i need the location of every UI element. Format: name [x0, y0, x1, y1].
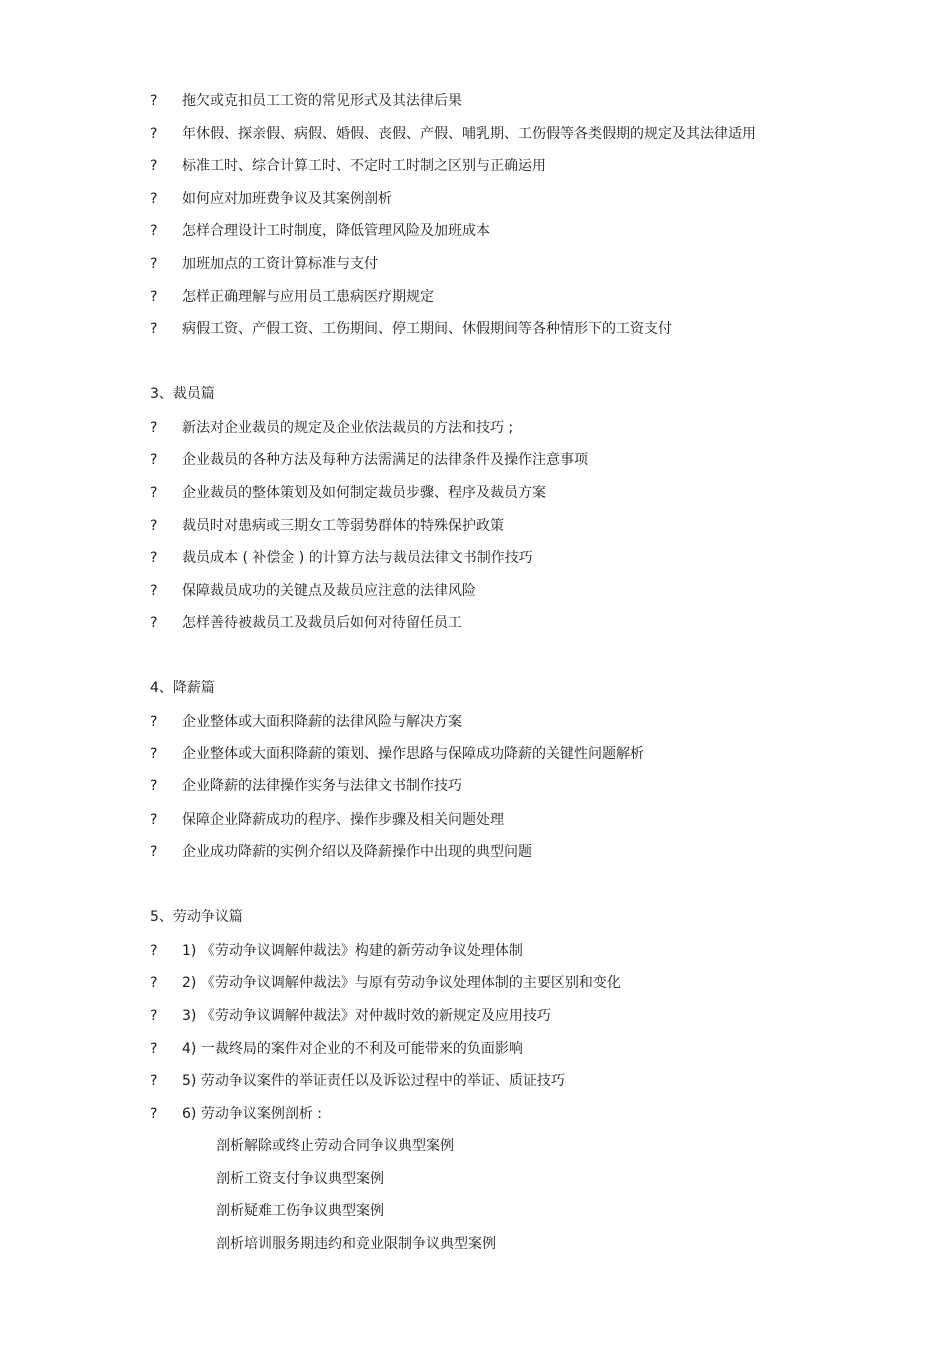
- bullet-marker: ?: [150, 1041, 158, 1057]
- sub-list-item: 剖析培训服务期违约和竞业限制争议典型案例: [216, 1236, 496, 1252]
- list-item: 病假工资、产假工资、工伤期间、停工期间、休假期间等各种情形下的工资支付: [182, 321, 672, 337]
- bullet-marker: ?: [150, 1106, 158, 1122]
- bullet-marker: ?: [150, 452, 158, 468]
- list-item: 加班加点的工资计算标准与支付: [182, 256, 378, 272]
- section-heading: 4、降薪篇: [150, 680, 215, 696]
- list-item: 企业裁员的各种方法及每种方法需满足的法律条件及操作注意事项: [182, 452, 588, 468]
- bullet-marker: ?: [150, 714, 158, 730]
- list-item: 标准工时、综合计算工时、不定时工时制之区别与正确运用: [182, 158, 546, 174]
- list-item: 1) 《劳动争议调解仲裁法》构建的新劳动争议处理体制: [182, 943, 523, 959]
- list-item: 6) 劳动争议案例剖析 :: [182, 1106, 322, 1122]
- list-item: 企业整体或大面积降薪的法律风险与解决方案: [182, 714, 462, 730]
- list-item: 拖欠或克扣员工工资的常见形式及其法律后果: [182, 93, 462, 109]
- list-item: 3) 《劳动争议调解仲裁法》对仲裁时效的新规定及应用技巧: [182, 1008, 551, 1024]
- list-item: 怎样合理设计工时制度，降低管理风险及加班成本: [182, 223, 490, 239]
- bullet-marker: ?: [150, 321, 158, 337]
- bullet-marker: ?: [150, 1073, 158, 1089]
- bullet-marker: ?: [150, 518, 158, 534]
- bullet-marker: ?: [150, 812, 158, 828]
- list-item: 裁员时对患病或三期女工等弱势群体的特殊保护政策: [182, 518, 504, 534]
- bullet-marker: ?: [150, 746, 158, 762]
- bullet-marker: ?: [150, 223, 158, 239]
- bullet-marker: ?: [150, 158, 158, 174]
- list-item: 年休假、探亲假、病假、婚假、丧假、产假、哺乳期、工伤假等各类假期的规定及其法律适用: [182, 126, 756, 142]
- list-item: 企业整体或大面积降薪的策划、操作思路与保障成功降薪的关键性问题解析: [182, 746, 644, 762]
- bullet-marker: ?: [150, 1008, 158, 1024]
- bullet-marker: ?: [150, 420, 158, 436]
- bullet-marker: ?: [150, 191, 158, 207]
- list-item: 如何应对加班费争议及其案例剖析: [182, 191, 392, 207]
- sub-list-item: 剖析疑难工伤争议典型案例: [216, 1203, 384, 1219]
- sub-list-item: 剖析解除或终止劳动合同争议典型案例: [216, 1138, 454, 1154]
- bullet-marker: ?: [150, 615, 158, 631]
- list-item: 4) 一裁终局的案件对企业的不利及可能带来的负面影响: [182, 1041, 523, 1057]
- list-item: 新法对企业裁员的规定及企业依法裁员的方法和技巧 ;: [182, 420, 514, 436]
- bullet-marker: ?: [150, 943, 158, 959]
- bullet-marker: ?: [150, 844, 158, 860]
- bullet-marker: ?: [150, 126, 158, 142]
- section-heading: 3、裁员篇: [150, 386, 215, 402]
- bullet-marker: ?: [150, 550, 158, 566]
- list-item: 5) 劳动争议案件的举证责任以及诉讼过程中的举证、质证技巧: [182, 1073, 565, 1089]
- list-item: 保障裁员成功的关键点及裁员应注意的法律风险: [182, 583, 476, 599]
- section-heading: 5、劳动争议篇: [150, 909, 243, 925]
- list-item: 企业裁员的整体策划及如何制定裁员步骤、程序及裁员方案: [182, 485, 546, 501]
- list-item: 企业降薪的法律操作实务与法律文书制作技巧: [182, 778, 462, 794]
- list-item: 怎样善待被裁员工及裁员后如何对待留任员工: [182, 615, 462, 631]
- bullet-marker: ?: [150, 289, 158, 305]
- list-item: 2) 《劳动争议调解仲裁法》与原有劳动争议处理体制的主要区别和变化: [182, 975, 621, 991]
- list-item: 裁员成本 ( 补偿金 ) 的计算方法与裁员法律文书制作技巧: [182, 550, 533, 566]
- bullet-marker: ?: [150, 778, 158, 794]
- sub-list-item: 剖析工资支付争议典型案例: [216, 1171, 384, 1187]
- list-item: 企业成功降薪的实例介绍以及降薪操作中出现的典型问题: [182, 844, 532, 860]
- list-item: 保障企业降薪成功的程序、操作步骤及相关问题处理: [182, 812, 504, 828]
- list-item: 怎样正确理解与应用员工患病医疗期规定: [182, 289, 434, 305]
- bullet-marker: ?: [150, 93, 158, 109]
- bullet-marker: ?: [150, 975, 158, 991]
- bullet-marker: ?: [150, 485, 158, 501]
- bullet-marker: ?: [150, 256, 158, 272]
- bullet-marker: ?: [150, 583, 158, 599]
